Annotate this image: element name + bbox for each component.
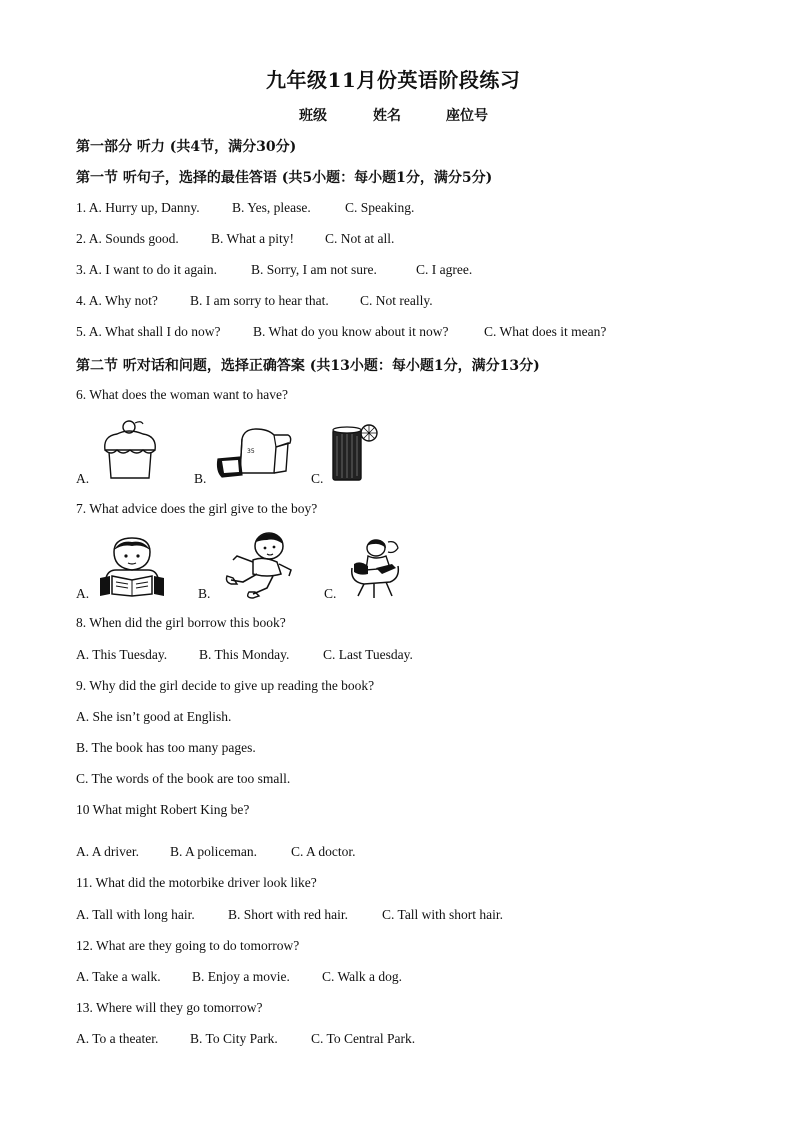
q9-option-b[interactable]: B. The book has too many pages.: [76, 740, 256, 755]
option-c[interactable]: C. A doctor.: [291, 844, 356, 859]
q11-options: [76, 907, 503, 923]
option-c[interactable]: C. What does it mean?: [484, 324, 607, 339]
option-a[interactable]: 5. A. What shall I do now?: [76, 324, 221, 339]
q8-text: 8. When did the girl borrow this book?: [76, 615, 286, 630]
boy-running-icon[interactable]: [223, 530, 298, 600]
q9-option-a[interactable]: A. She isn’t good at English.: [76, 709, 232, 724]
cupcake-icon[interactable]: [97, 420, 163, 482]
page-title: 九年级11月份英语阶段练习: [266, 68, 521, 92]
option-a[interactable]: A. This Tuesday.: [76, 647, 168, 662]
q12-options: [76, 969, 402, 985]
option-c[interactable]: C. Tall with short hair.: [382, 907, 504, 922]
option-b[interactable]: B. What a pity!: [211, 231, 294, 246]
q7-option-b-label[interactable]: B.: [198, 586, 211, 601]
option-b[interactable]: B. Short with red hair.: [228, 907, 348, 922]
boy-reading-icon[interactable]: [98, 534, 168, 598]
q3-options: [76, 262, 472, 278]
option-c[interactable]: C. I agree.: [416, 262, 473, 277]
option-b[interactable]: B. Enjoy a movie.: [192, 969, 290, 984]
part1-heading: 第一部分 听力 (共4节，满分30分): [76, 139, 297, 155]
option-a[interactable]: A. Tall with long hair.: [76, 907, 195, 922]
option-a[interactable]: A. Take a walk.: [76, 969, 161, 984]
q7-option-c-label[interactable]: C.: [324, 586, 337, 601]
field-class: 班级: [299, 108, 327, 124]
q2-options: [76, 231, 394, 247]
option-a[interactable]: 3. A. I want to do it again.: [76, 262, 217, 277]
option-a[interactable]: A. To a theater.: [76, 1031, 159, 1046]
q10-text: 10 What might Robert King be?: [76, 802, 250, 817]
option-c[interactable]: C. Walk a dog.: [322, 969, 403, 984]
option-b[interactable]: B. I am sorry to hear that.: [190, 293, 329, 308]
q10-options: [76, 844, 356, 860]
option-a[interactable]: 4. A. Why not?: [76, 293, 158, 308]
svg-text:35: 35: [247, 448, 255, 455]
q6-option-c-label[interactable]: C.: [311, 471, 324, 486]
section2-heading: 第二节 听对话和问题，选择正确答案 (共13小题：每小题1分，满分13分): [76, 358, 540, 374]
option-b[interactable]: B. What do you know about it now?: [253, 324, 449, 339]
q12-text: 12. What are they going to do tomorrow?: [76, 938, 300, 953]
juice-glass-icon[interactable]: [331, 422, 379, 484]
option-b[interactable]: B. To City Park.: [190, 1031, 278, 1046]
q13-text: 13. Where will they go tomorrow?: [76, 1000, 263, 1015]
q8-options: [76, 647, 413, 663]
option-a[interactable]: 2. A. Sounds good.: [76, 231, 179, 246]
option-c[interactable]: C. Not at all.: [325, 231, 395, 246]
option-a[interactable]: 1. A. Hurry up, Danny.: [76, 200, 200, 215]
section1-heading: 第一节 听句子，选择的最佳答语 (共5小题：每小题1分，满分5分): [76, 170, 493, 186]
option-b[interactable]: B. Yes, please.: [232, 200, 311, 215]
q13-options: [76, 1031, 415, 1047]
option-b[interactable]: B. This Monday.: [199, 647, 290, 662]
boy-in-chair-icon[interactable]: [346, 538, 402, 600]
option-a[interactable]: A. A driver.: [76, 844, 139, 859]
q1-options: [76, 200, 414, 216]
option-c[interactable]: C. Last Tuesday.: [323, 647, 413, 662]
option-b[interactable]: B. Sorry, I am not sure.: [251, 262, 377, 277]
q6-text: 6. What does the woman want to have?: [76, 387, 288, 402]
option-c[interactable]: C. Speaking.: [345, 200, 415, 215]
q7-text: 7. What advice does the girl give to the boy?: [76, 501, 318, 516]
q9-text: 9. Why did the girl decide to give up reading the book?: [76, 678, 375, 693]
q6-option-b-label[interactable]: B.: [194, 471, 207, 486]
field-seat: 座位号: [446, 108, 488, 124]
option-c[interactable]: C. To Central Park.: [311, 1031, 416, 1046]
q11-text: 11. What did the motorbike driver look like?: [76, 875, 317, 890]
option-b[interactable]: B. A policeman.: [170, 844, 257, 859]
q5-options: [76, 324, 606, 340]
q7-option-a-label[interactable]: A.: [76, 586, 90, 601]
q4-options: [76, 293, 433, 309]
field-name: 姓名: [373, 108, 401, 124]
option-c[interactable]: C. Not really.: [360, 293, 433, 308]
q9-option-c[interactable]: C. The words of the book are too small.: [76, 771, 291, 786]
bread-icon[interactable]: [214, 423, 294, 483]
q6-option-a-label[interactable]: A.: [76, 471, 90, 486]
